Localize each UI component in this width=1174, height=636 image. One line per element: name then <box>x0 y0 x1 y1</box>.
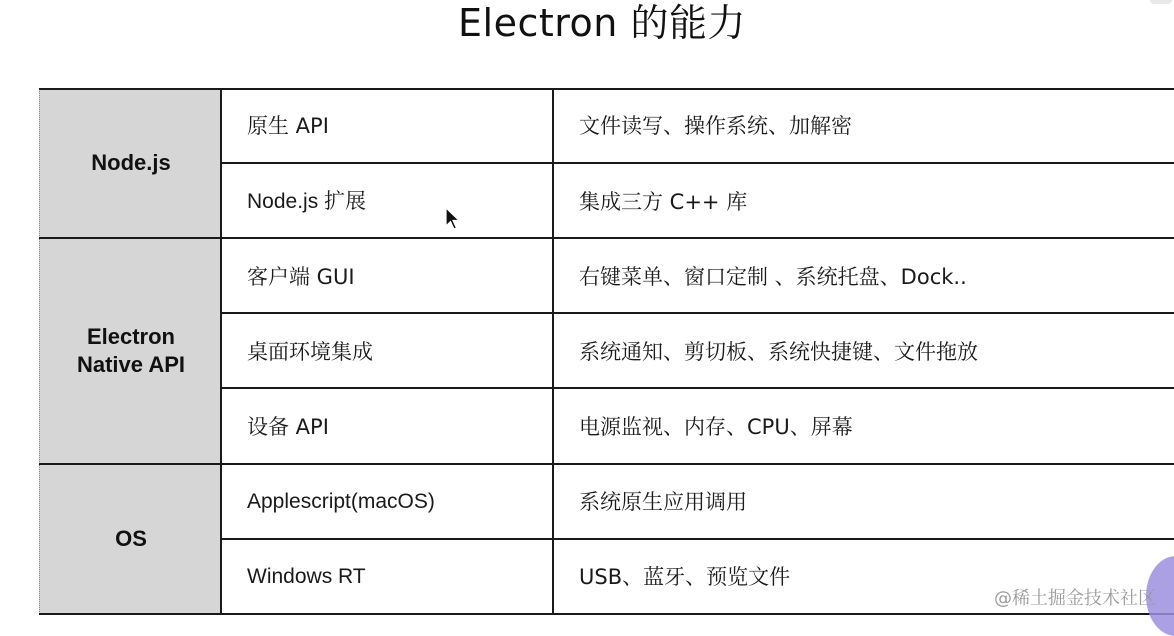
feature-cell: 客户端 GUI <box>247 265 355 289</box>
slide-title: Electron 的能力 <box>458 1 746 45</box>
group-label: Electron Native API <box>76 324 185 377</box>
description-cell: USB、蓝牙、预览文件 <box>579 565 791 589</box>
group-cell-electron-native-api <box>39 238 222 464</box>
feature-cell: Node.js 扩展 <box>247 190 367 213</box>
feature-cell: Applescript(macOS) <box>247 490 435 513</box>
feature-cell: 桌面环境集成 <box>247 340 373 364</box>
description-cell: 系统通知、剪切板、系统快捷键、文件拖放 <box>579 340 978 364</box>
corner-decoration <box>1150 0 1172 4</box>
capability-table <box>39 88 1174 615</box>
description-cell: 文件读写、操作系统、加解密 <box>579 114 852 138</box>
description-cell: 系统原生应用调用 <box>579 490 747 514</box>
description-cell: 集成三方 C++ 库 <box>579 190 748 214</box>
row-divider <box>39 88 1174 90</box>
group-cell-nodejs <box>39 88 222 238</box>
feature-cell: Windows RT <box>247 565 366 588</box>
description-cell: 右键菜单、窗口定制 、系统托盘、Dock.. <box>579 265 967 289</box>
group-label: Node.js <box>91 150 171 175</box>
group-label: OS <box>115 526 147 551</box>
row-divider <box>220 312 1174 314</box>
column-divider <box>220 88 222 615</box>
feature-cell: 设备 API <box>247 415 329 439</box>
group-cell-os <box>39 464 222 614</box>
feature-cell: 原生 API <box>247 114 329 138</box>
row-divider <box>220 162 1174 164</box>
row-divider <box>39 237 1174 239</box>
row-divider <box>39 463 1174 465</box>
description-cell: 电源监视、内存、CPU、屏幕 <box>579 415 853 439</box>
mouse-pointer-icon <box>445 207 461 233</box>
watermark: @稀土掘金技术社区 <box>994 588 1156 609</box>
column-divider <box>552 88 554 615</box>
row-divider <box>220 387 1174 389</box>
row-divider <box>220 538 1174 540</box>
row-divider <box>39 613 1174 615</box>
